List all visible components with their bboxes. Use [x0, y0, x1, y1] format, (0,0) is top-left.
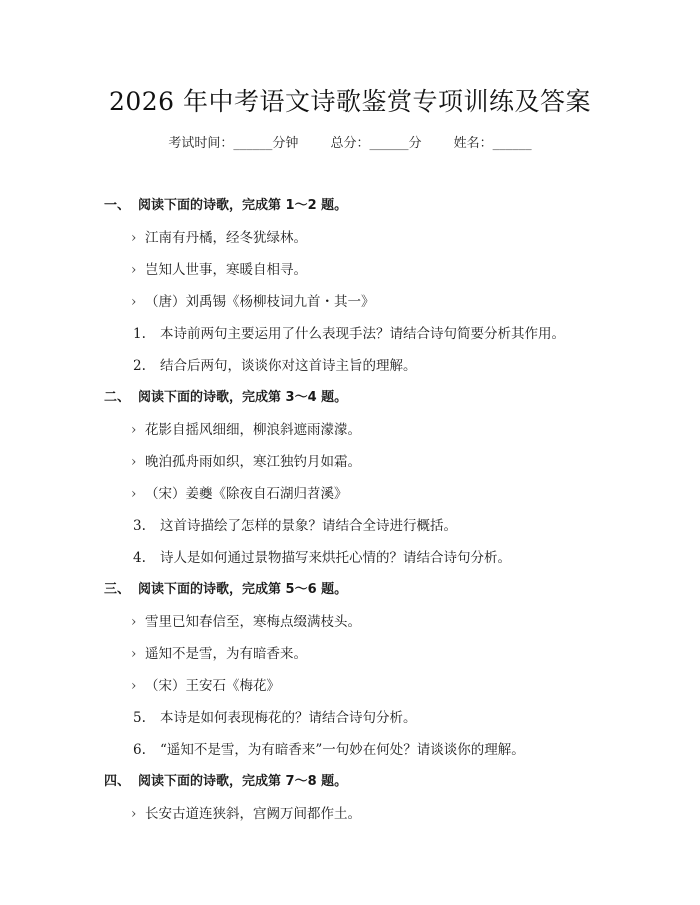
- question-number: 3.: [133, 518, 146, 534]
- chevron-right-icon: ›: [131, 422, 137, 438]
- poem-line-text: 江南有丹橘，经冬犹绿林。: [145, 230, 307, 246]
- question-text: “遥知不是雪，为有暗香来”一句妙在何处？请谈谈你的理解。: [160, 742, 525, 758]
- poem-line-text: 长安古道连狭斜，宫阙万间都作土。: [145, 806, 361, 822]
- poem-attribution: [131, 674, 280, 694]
- question-text: 结合后两句，谈谈你对这首诗主旨的理解。: [160, 358, 417, 374]
- section-heading-text: 阅读下面的诗歌，完成第 1～2 题。: [138, 198, 348, 213]
- poem-line: [131, 450, 361, 470]
- question-number: 2.: [133, 358, 146, 374]
- chevron-right-icon: ›: [131, 454, 137, 470]
- poem-line-text: 雪里已知春信至，寒梅点缀满枝头。: [145, 614, 361, 630]
- question-text: 诗人是如何通过景物描写来烘托心情的？请结合诗句分析。: [160, 550, 511, 566]
- question-number: 1.: [133, 326, 146, 342]
- poem-line-text: 晚泊孤舟雨如织，寒江独钓月如霜。: [145, 454, 361, 470]
- poem-line: [131, 610, 361, 630]
- section-heading-text: 阅读下面的诗歌，完成第 3～4 题。: [138, 390, 348, 405]
- poem-line-text: 花影自摇风细细，柳浪斜遮雨濛濛。: [145, 422, 361, 438]
- chevron-right-icon: ›: [131, 646, 137, 662]
- section-number: 二、: [104, 390, 131, 405]
- question-item: [133, 322, 565, 342]
- question-item: [133, 738, 525, 758]
- section-number: 一、: [104, 198, 131, 213]
- question-item: [133, 706, 417, 726]
- section-heading-text: 阅读下面的诗歌，完成第 5～6 题。: [138, 582, 348, 597]
- chevron-right-icon: ›: [131, 294, 137, 310]
- section-heading-4: [104, 770, 347, 789]
- poem-line-text: （唐）刘禹锡《杨柳枝词九首・其一》: [145, 294, 375, 310]
- question-text: 本诗前两句主要运用了什么表现手法？请结合诗句简要分析其作用。: [160, 326, 565, 342]
- section-heading-3: [104, 578, 347, 597]
- exam-time-field: 考试时间：______分钟: [168, 136, 299, 151]
- poem-attribution: [131, 290, 375, 310]
- poem-line: [131, 226, 307, 246]
- student-name-field: 姓名：______: [453, 136, 532, 151]
- question-number: 4.: [133, 550, 146, 566]
- poem-line-text: （宋）姜夔《除夜自石湖归苕溪》: [145, 486, 348, 502]
- page-title: 2026 年中考语文诗歌鉴赏专项训练及答案: [108, 87, 592, 116]
- question-number: 6.: [133, 742, 146, 758]
- section-number: 三、: [104, 582, 131, 597]
- question-item: [133, 514, 457, 534]
- poem-line-text: 岂知人世事，寒暖自相寻。: [145, 262, 307, 278]
- section-heading-2: [104, 386, 347, 405]
- question-item: [133, 354, 417, 374]
- chevron-right-icon: ›: [131, 678, 137, 694]
- poem-line: [131, 418, 361, 438]
- poem-line: [131, 802, 361, 822]
- poem-line-text: （宋）王安石《梅花》: [145, 678, 280, 694]
- poem-line: [131, 642, 307, 662]
- question-item: [133, 546, 511, 566]
- chevron-right-icon: ›: [131, 486, 137, 502]
- poem-line: [131, 258, 307, 278]
- section-heading-1: [104, 194, 347, 213]
- chevron-right-icon: ›: [131, 230, 137, 246]
- total-score-field: 总分：______分: [330, 136, 422, 151]
- chevron-right-icon: ›: [131, 262, 137, 278]
- question-number: 5.: [133, 710, 146, 726]
- section-heading-text: 阅读下面的诗歌，完成第 7～8 题。: [138, 774, 348, 789]
- section-number: 四、: [104, 774, 131, 789]
- chevron-right-icon: ›: [131, 614, 137, 630]
- poem-attribution: [131, 482, 348, 502]
- exam-meta: [0, 132, 700, 151]
- question-text: 这首诗描绘了怎样的景象？请结合全诗进行概括。: [160, 518, 457, 534]
- question-text: 本诗是如何表现梅花的？请结合诗句分析。: [160, 710, 417, 726]
- poem-line-text: 遥知不是雪，为有暗香来。: [145, 646, 307, 662]
- chevron-right-icon: ›: [131, 806, 137, 822]
